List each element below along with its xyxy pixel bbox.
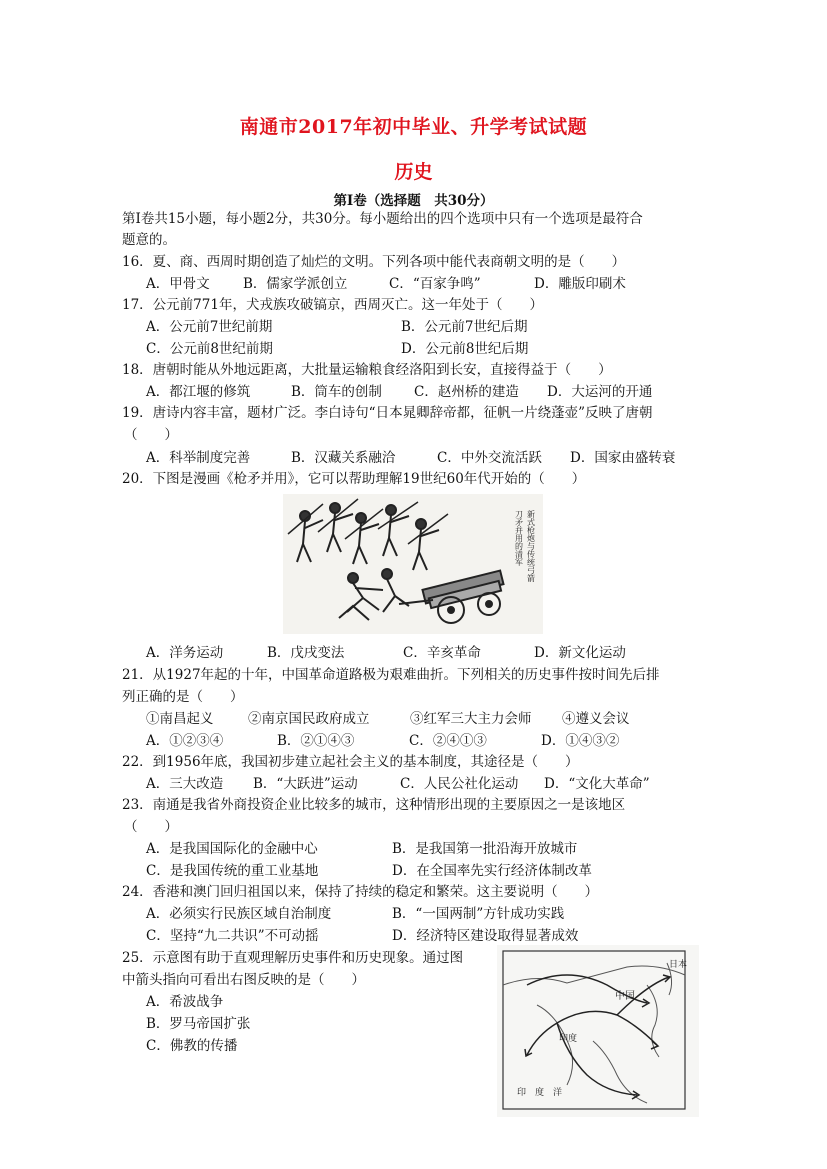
question-16-stem: 16．夏、商、西周时期创造了灿烂的文明。下列各项中能代表商朝文明的是（ ） bbox=[122, 254, 626, 270]
q21-option-d[interactable]: D．①④③② bbox=[541, 733, 620, 749]
q20-option-a[interactable]: A．洋务运动 bbox=[146, 645, 224, 661]
q21-event-3: ③红军三大主力会师 bbox=[410, 711, 532, 727]
q24-option-c[interactable]: C．坚持“九二共识”不可动摇 bbox=[146, 928, 319, 944]
q23-option-b[interactable]: B．是我国第一批沿海开放城市 bbox=[392, 841, 578, 857]
question-18-stem: 18．唐朝时能从外地远距离，大批量运输粮食经洛阳到长安，直接得益于（ ） bbox=[122, 362, 612, 378]
question-17-stem: 17．公元前771年，犬戎族攻破镐京，西周灭亡。这一年处于（ ） bbox=[122, 297, 543, 313]
q22-option-b[interactable]: B．“大跃进”运动 bbox=[253, 776, 358, 792]
q16-option-a[interactable]: A．甲骨文 bbox=[146, 276, 210, 292]
question-19-stem-cont: （ ） bbox=[124, 427, 178, 443]
section-title: 第Ⅰ卷（选择题 共30分） bbox=[333, 193, 494, 209]
q23-option-c[interactable]: C．是我国传统的重工业基地 bbox=[146, 863, 319, 879]
q24-option-d[interactable]: D．经济特区建设取得显著成效 bbox=[392, 928, 579, 944]
q19-option-b[interactable]: B．汉藏关系融洽 bbox=[291, 450, 396, 466]
question-23-stem: 23．南通是我省外商投资企业比较多的城市，这种情形出现的主要原因之一是该地区 bbox=[122, 797, 626, 813]
q21-option-b[interactable]: B．②①④③ bbox=[277, 733, 355, 749]
q17-option-b[interactable]: B．公元前7世纪后期 bbox=[401, 319, 528, 335]
q24-option-b[interactable]: B．“一国两制”方针成功实践 bbox=[392, 906, 565, 922]
q21-event-2: ②南京国民政府成立 bbox=[248, 711, 370, 727]
question-23-stem-cont: （ ） bbox=[124, 819, 178, 835]
q25-option-c[interactable]: C．佛教的传播 bbox=[146, 1038, 238, 1054]
q18-option-b[interactable]: B．筒车的创制 bbox=[291, 384, 382, 400]
cartoon-caption-1: 刀矛并用的清军 bbox=[514, 510, 524, 566]
q21-event-4: ④遵义会议 bbox=[562, 711, 630, 727]
q21-event-1: ①南昌起义 bbox=[146, 711, 214, 727]
q17-option-d[interactable]: D．公元前8世纪后期 bbox=[401, 341, 529, 357]
question-25-stem: 25．示意图有助于直观理解历史事件和历史现象。通过图 bbox=[122, 950, 464, 966]
q19-option-c[interactable]: C．中外交流活跃 bbox=[437, 450, 542, 466]
q22-option-d[interactable]: D．“文化大革命” bbox=[544, 776, 650, 792]
question-20-stem: 20．下图是漫画《枪矛并用》，它可以帮助理解19世纪60年代开始的（ ） bbox=[122, 471, 586, 487]
q17-option-a[interactable]: A．公元前7世纪前期 bbox=[146, 319, 273, 335]
q16-option-b[interactable]: B．儒家学派创立 bbox=[243, 276, 348, 292]
cartoon-caption-2: 新式枪炮与传统弓箭 bbox=[526, 510, 536, 582]
cartoon-image bbox=[283, 494, 543, 634]
q20-option-b[interactable]: B．戊戌变法 bbox=[267, 645, 345, 661]
q25-option-b[interactable]: B．罗马帝国扩张 bbox=[146, 1016, 251, 1032]
map-image bbox=[497, 945, 699, 1117]
q16-option-c[interactable]: C．“百家争鸣” bbox=[389, 276, 481, 292]
q20-option-c[interactable]: C．辛亥革命 bbox=[403, 645, 481, 661]
instruction-line-2: 题意的。 bbox=[122, 232, 176, 248]
question-22-stem: 22．到1956年底，我国初步建立起社会主义的基本制度，其途径是（ ） bbox=[122, 754, 579, 770]
q21-option-c[interactable]: C．②④①③ bbox=[409, 733, 487, 749]
map-label-india: 印度 bbox=[559, 1034, 578, 1044]
q21-option-a[interactable]: A．①②③④ bbox=[146, 733, 224, 749]
question-25-stem-cont: 中箭头指向可看出右图反映的是（ ） bbox=[122, 972, 365, 988]
q24-option-a[interactable]: A．必须实行民族区域自治制度 bbox=[146, 906, 332, 922]
q22-option-a[interactable]: A．三大改造 bbox=[146, 776, 224, 792]
q19-option-d[interactable]: D．国家由盛转衰 bbox=[570, 450, 676, 466]
q16-option-d[interactable]: D．雕版印刷术 bbox=[534, 276, 626, 292]
q25-option-a[interactable]: A．希波战争 bbox=[146, 994, 224, 1010]
map-label-japan: 日本 bbox=[669, 960, 688, 970]
question-24-stem: 24．香港和澳门回归祖国以来，保持了持续的稳定和繁荣。这主要说明（ ） bbox=[122, 884, 599, 900]
q22-option-c[interactable]: C．人民公社化运动 bbox=[400, 776, 519, 792]
subject-title: 历史 bbox=[394, 161, 433, 183]
q23-option-d[interactable]: D．在全国率先实行经济体制改革 bbox=[392, 863, 592, 879]
q18-option-a[interactable]: A．都江堰的修筑 bbox=[146, 384, 251, 400]
question-21-stem-cont: 列正确的是（ ） bbox=[122, 689, 244, 705]
q19-option-a[interactable]: A．科举制度完善 bbox=[146, 450, 251, 466]
map-label-ocean: 印 度 洋 bbox=[517, 1088, 563, 1098]
question-21-stem: 21．从1927年起的十年，中国革命道路极为艰难曲折。下列相关的历史事件按时间先后排 bbox=[122, 667, 660, 683]
exam-title: 南通市2017年初中毕业、升学考试试题 bbox=[239, 116, 588, 138]
question-19-stem: 19．唐诗内容丰富，题材广泛。李白诗句“日本晁卿辞帝都，征帆一片绕蓬壶”反映了唐朝 bbox=[122, 405, 653, 421]
map-label-china: 中国 bbox=[615, 991, 635, 1002]
q20-option-d[interactable]: D．新文化运动 bbox=[534, 645, 626, 661]
q17-option-c[interactable]: C．公元前8世纪前期 bbox=[146, 341, 273, 357]
q18-option-d[interactable]: D．大运河的开通 bbox=[547, 384, 653, 400]
instruction-line-1: 第Ⅰ卷共15小题，每小题2分，共30分。每小题给出的四个选项中只有一个选项是最符合 bbox=[122, 211, 643, 227]
q18-option-c[interactable]: C．赵州桥的建造 bbox=[414, 384, 519, 400]
q23-option-a[interactable]: A．是我国国际化的金融中心 bbox=[146, 841, 318, 857]
